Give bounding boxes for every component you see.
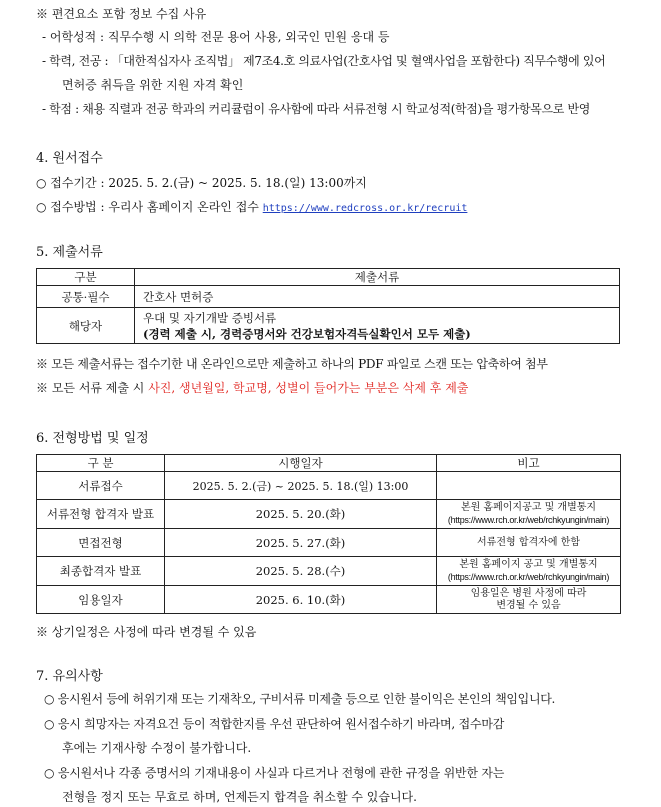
schedule-header-note: 비고 xyxy=(437,455,621,472)
application-method xyxy=(36,199,467,217)
schedule-note: 본원 홈페이지공고 및 개별통지 (https://www.rch.or.kr/web/rchkyungin/main) xyxy=(437,500,621,529)
schedule-header-date: 시행일자 xyxy=(165,455,437,472)
documents-row2-docs-line1: 우대 및 자기개발 증빙서류 xyxy=(143,310,277,325)
application-period: ○ 접수기간 : 2025. 5. 2.(금) ~ 2025. 5. 18.(일) 13:00까지 xyxy=(36,176,367,190)
section-7-heading: 7. 유의사항 xyxy=(36,669,103,684)
table-row xyxy=(37,472,621,500)
schedule-table xyxy=(36,454,621,614)
caution-item-3-cont: 전형을 정지 또는 무효로 하며, 언제든지 합격을 취소할 수 있습니다. xyxy=(62,790,417,804)
section-5-heading: 5. 제출서류 xyxy=(36,245,103,260)
schedule-date: 2025. 5. 27.(화) xyxy=(165,529,437,557)
table-row xyxy=(37,308,620,344)
documents-row1-docs: 간호사 면허증 xyxy=(135,286,620,308)
documents-header-docs: 제출서류 xyxy=(135,269,620,286)
caution-item-1: ○ 응시원서 등에 허위기재 또는 기재착오, 구비서류 미제출 등으로 인한 불이익은 본인의 책임입니다. xyxy=(44,692,556,706)
schedule-header-stage: 구 분 xyxy=(37,455,165,472)
reason-language-score: - 어학성적 : 직무수행 시 의학 전문 용어 사용, 외국인 민원 응대 등 xyxy=(42,30,390,44)
documents-note-privacy xyxy=(36,380,468,396)
section-4-heading: 4. 원서접수 xyxy=(36,151,103,166)
table-row xyxy=(37,557,621,586)
table-row xyxy=(37,286,620,308)
bias-info-reason-title: ※ 편견요소 포함 정보 수집 사유 xyxy=(36,7,207,21)
documents-header-category: 구분 xyxy=(37,269,135,286)
caution-item-2: ○ 응시 희망자는 자격요건 등이 적합한지를 우선 판단하여 원서접수하기 바라며, 접수마감 xyxy=(44,717,505,731)
documents-note-privacy-prefix: ※ 모든 서류 제출 시 xyxy=(36,381,149,395)
reason-education-major: - 학력, 전공 : 「대한적십자사 조직법」 제7조4.호 의료사업(간호사업 및 혈액사업을 포함한다) 직무수행에 있어 xyxy=(42,54,606,68)
reason-education-major-cont: 면허증 취득을 위한 지원 자격 확인 xyxy=(62,78,244,92)
schedule-stage: 임용일자 xyxy=(37,586,165,614)
documents-row2-docs-line2: (경력 제출 시, 경력증명서와 건강보험자격득실확인서 모두 제출) xyxy=(143,326,471,341)
reason-gpa: - 학점 : 채용 직렬과 전공 학과의 커리큘럼이 유사함에 따라 서류전형 시 학교성적(학점)을 평가항목으로 반영 xyxy=(42,102,590,116)
documents-row1-category: 공통·필수 xyxy=(37,286,135,308)
schedule-stage: 최종합격자 발표 xyxy=(37,557,165,586)
table-row xyxy=(37,500,621,529)
recruit-link[interactable]: https://www.redcross.or.kr/recruit xyxy=(262,203,468,214)
schedule-stage: 서류접수 xyxy=(37,472,165,500)
schedule-date: 2025. 5. 28.(수) xyxy=(165,557,437,586)
schedule-date: 2025. 5. 20.(화) xyxy=(165,500,437,529)
documents-row2-category: 해당자 xyxy=(37,308,135,344)
application-method-label: ○ 접수방법 : 우리사 홈페이지 온라인 접수 xyxy=(36,200,259,214)
schedule-note: 서류전형 합격자에 한함 xyxy=(437,529,621,557)
schedule-stage: 서류전형 합격자 발표 xyxy=(37,500,165,529)
documents-note-privacy-red: 사진, 생년월일, 학교명, 성별이 들어가는 부분은 삭제 후 제출 xyxy=(148,381,469,395)
schedule-stage: 면접전형 xyxy=(37,529,165,557)
schedule-note: 본원 홈페이지 공고 및 개별통지 (https://www.rch.or.kr/web/rchkyungin/main) xyxy=(437,557,621,586)
documents-note-pdf: ※ 모든 제출서류는 접수기한 내 온라인으로만 제출하고 하나의 PDF 파일로 스캔 또는 압축하여 첨부 xyxy=(36,357,548,371)
schedule-note xyxy=(437,472,621,500)
section-6-heading: 6. 전형방법 및 일정 xyxy=(36,431,149,446)
documents-table xyxy=(36,268,620,344)
table-row xyxy=(37,586,621,614)
table-row xyxy=(37,529,621,557)
schedule-note: 임용일은 병원 사정에 따라 변경될 수 있음 xyxy=(437,586,621,614)
schedule-note-change: ※ 상기일정은 사정에 따라 변경될 수 있음 xyxy=(36,625,257,639)
schedule-date: 2025. 6. 10.(화) xyxy=(165,586,437,614)
caution-item-3: ○ 응시원서나 각종 증명서의 기재내용이 사실과 다르거나 전형에 관한 규정을 위반한 자는 xyxy=(44,766,505,780)
caution-item-2-cont: 후에는 기재사항 수정이 불가합니다. xyxy=(62,741,252,755)
schedule-date: 2025. 5. 2.(금) ~ 2025. 5. 18.(일) 13:00 xyxy=(165,472,437,500)
